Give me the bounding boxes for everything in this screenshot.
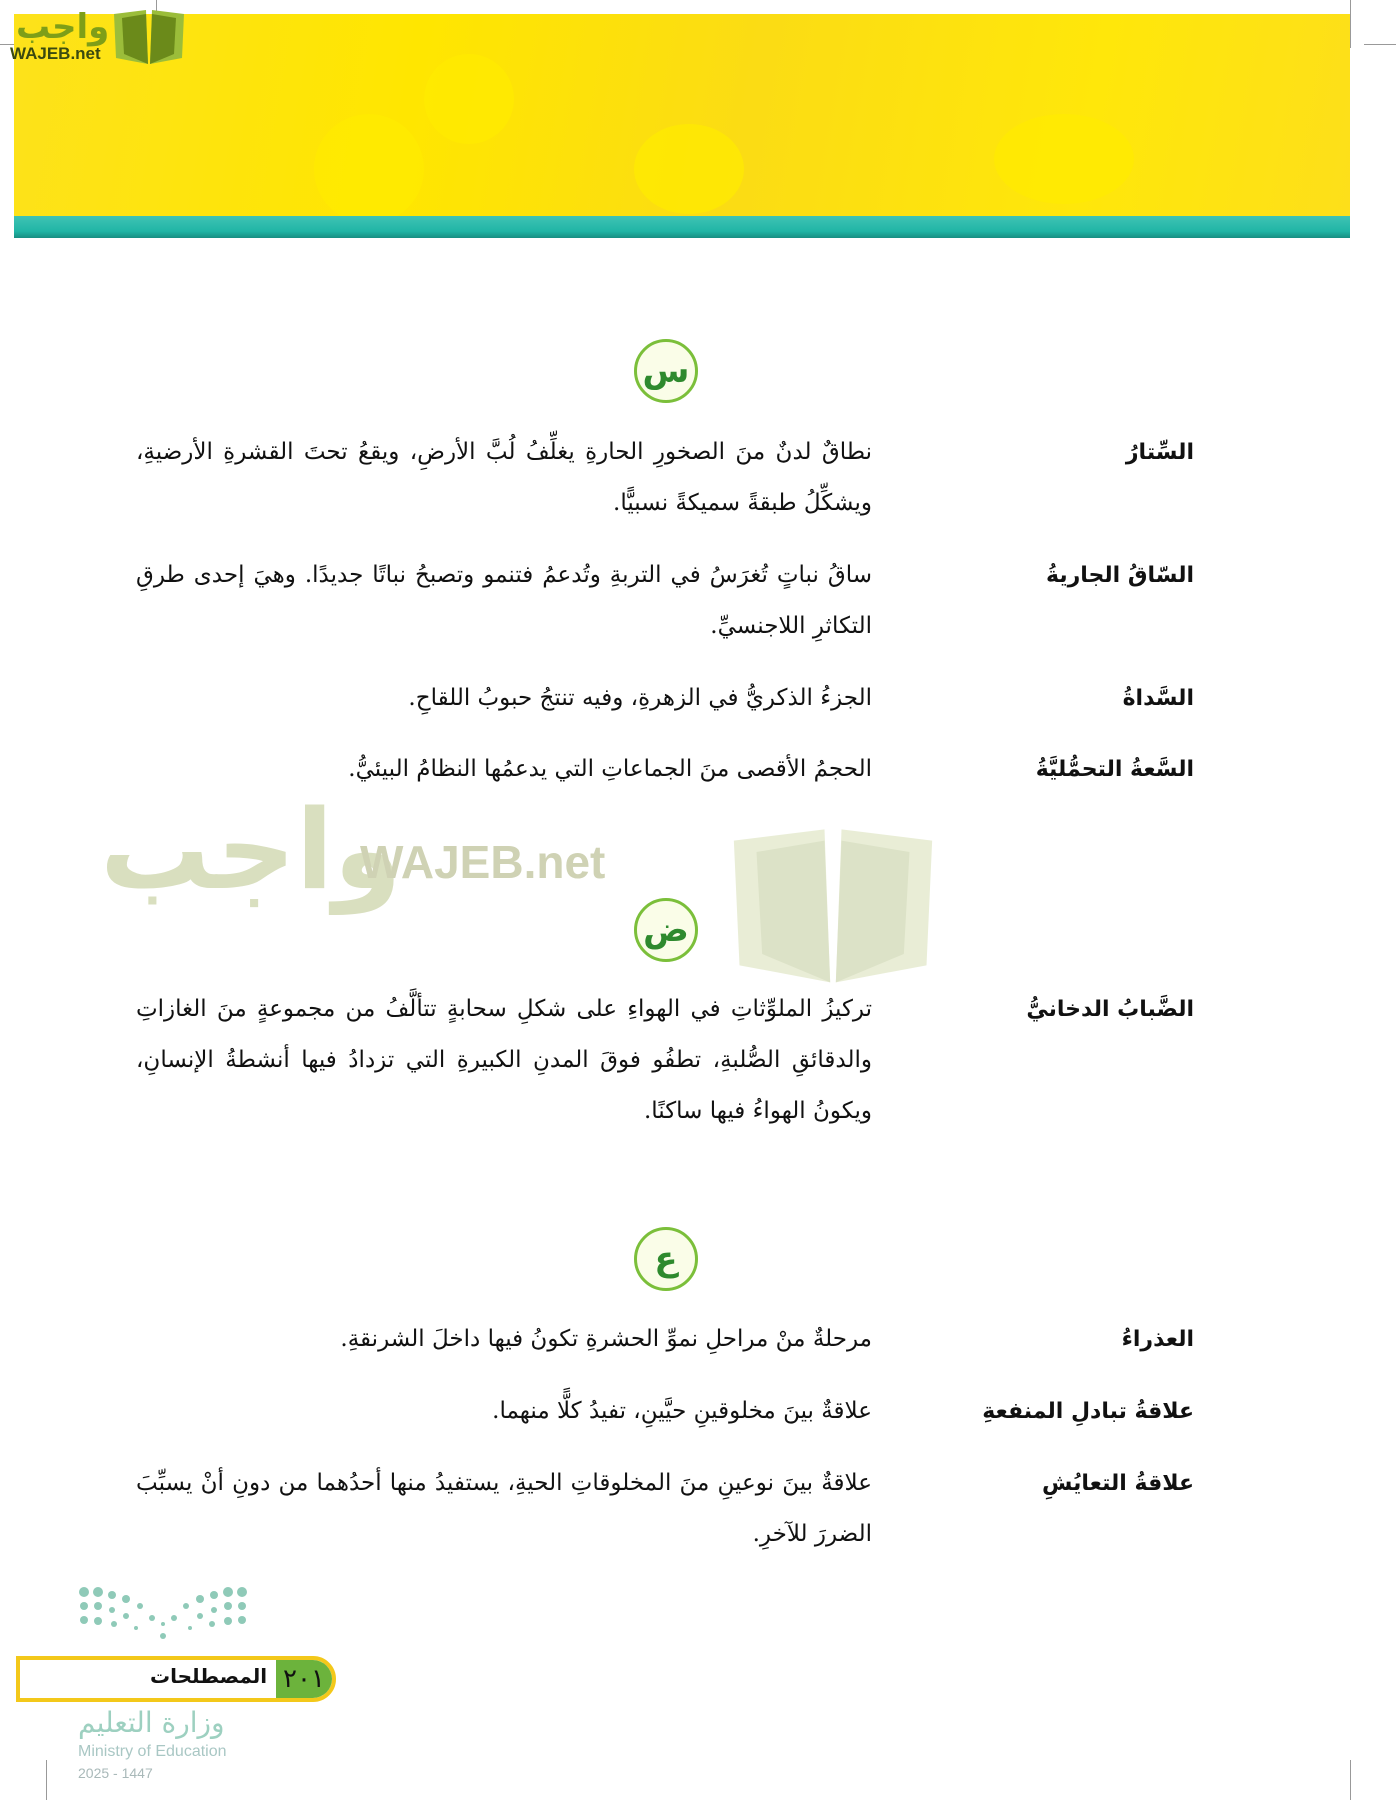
definition: مرحلةٌ منْ مراحلِ نموِّ الحشرةِ تكونُ فيها داخلَ الشرنقةِ. [340,1326,872,1352]
header-stripe [14,216,1350,238]
crop-mark [1350,1760,1351,1800]
watermark-ar: واجب [100,786,402,914]
term: السِّتارُ [1125,440,1194,465]
watermark-en: WAJEB.net [360,836,606,888]
section-letter-dad: ض [634,898,698,962]
wajeb-logo[interactable]: واجب WAJEB.net [10,7,110,63]
section-letter-ain: ع [634,1227,698,1291]
definition: تركيزُ الملوِّثاتِ في الهواءِ على شكلِ سحابةٍ تتألَّفُ من مجموعةٍ منَ الغازاتِ والدقائقِ الصُّلبةِ، تطفُو فوقَ المدنِ الكبيرةِ التي تزدادُ فيها أنشطةُ الإنسانِ، ويكونُ الهواءُ فيها ساكنًا. [136,996,872,1124]
term: العذراءُ [1121,1327,1194,1352]
definition: علاقةٌ بينَ نوعينِ منَ المخلوقاتِ الحيةِ، يستفيدُ منها أحدُهما من دونِ أنْ يسبِّبَ الضررَ للآخرِ. [136,1470,872,1547]
book-logo-icon [110,6,188,66]
definition: نطاقٌ لدنٌ منَ الصخورِ الحارةِ يغلِّفُ لُبَّ الأرضِ، ويقعُ تحتَ القشرةِ الأرضيةِ، ويشكِّلُ طبقةً سميكةً نسبيًّا. [136,439,872,516]
term: الضَّبابُ الدخانيُّ [1026,997,1194,1022]
edition-year: 2025 - 1447 [78,1765,153,1781]
term: علاقةُ التعايُشِ [1042,1471,1194,1496]
term: السّاقُ الجاريةُ [1046,563,1194,588]
crop-mark [1364,44,1396,45]
ministry-name-ar: وزارة التعليم [78,1706,225,1739]
term: السَّداةُ [1122,686,1194,711]
watermark-book-icon [720,818,946,988]
header-banner [14,14,1350,218]
ministry-logo-icon [78,1586,248,1644]
page-number: ٢٠١ [276,1660,332,1698]
chapter-title: المصطلحات [150,1664,268,1688]
section-letter-seen: س [634,339,698,403]
definition: الجزءُ الذكريُّ في الزهرةِ، وفيه تنتجُ حبوبُ اللقاحِ. [408,685,872,711]
crop-mark [1350,0,1351,48]
definition: الحجمُ الأقصى منَ الجماعاتِ التي يدعمُها النظامُ البيئيُّ. [348,756,872,782]
crop-mark [46,1760,47,1800]
term: علاقةُ تبادلِ المنفعةِ [982,1399,1194,1424]
definition: علاقةٌ بينَ مخلوقينِ حيَّينِ، تفيدُ كلًّا منهما. [492,1398,872,1424]
definition: ساقُ نباتٍ تُغرَسُ في التربةِ وتُدعمُ فتنمو وتصبحُ نباتًا جديدًا. وهيَ إحدى طرقِ التكاثرِ اللاجنسيِّ. [136,562,872,639]
ministry-name-en: Ministry of Education [78,1743,227,1760]
term: السَّعةُ التحمُّليَّةُ [1035,757,1194,782]
